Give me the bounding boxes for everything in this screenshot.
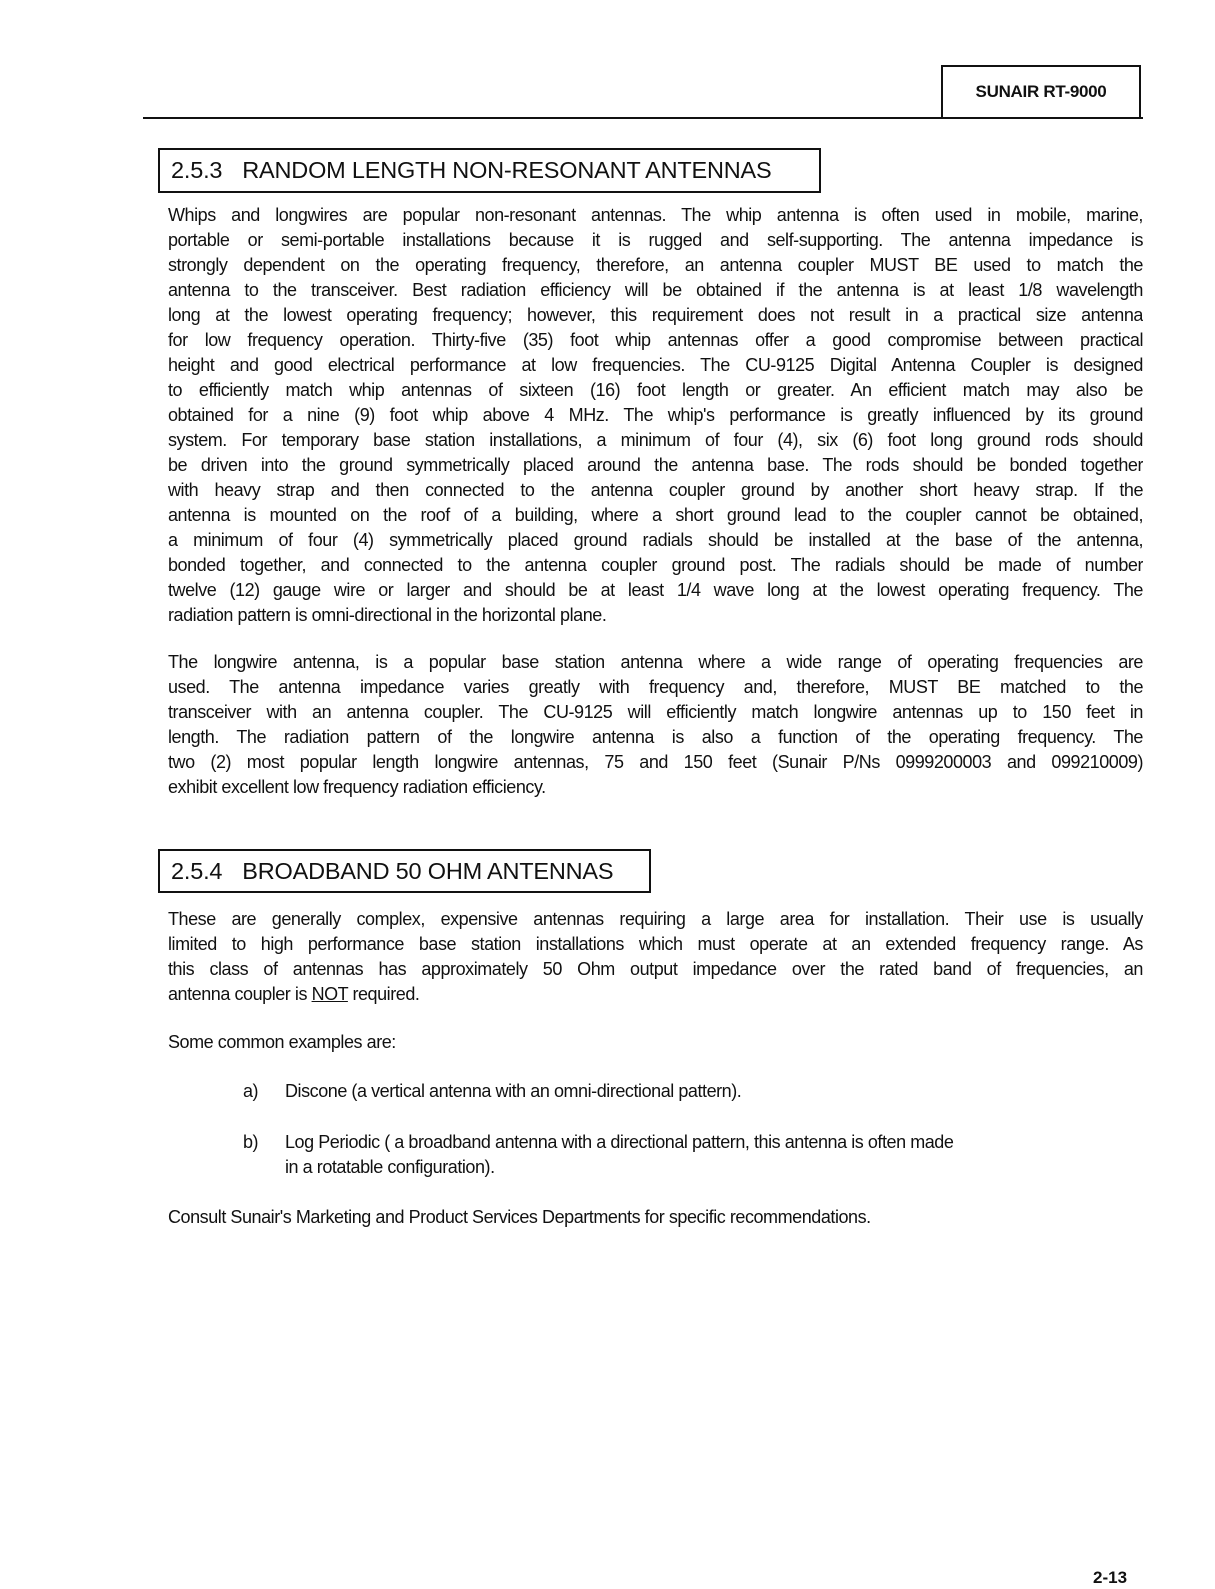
text-line: this class of antennas has approximately 50 Ohm output impedance over the rated band of frequencies, an	[168, 959, 1143, 979]
document-header-label	[941, 65, 1141, 117]
underlined-not: NOT	[311, 984, 348, 1004]
text-line: long at the lowest operating frequency; however, this requirement does not result in a practical size antenna	[168, 305, 1143, 325]
list-marker-a: a)	[243, 1081, 259, 1101]
text-line: radiation pattern is omni-directional in the horizontal plane.	[168, 605, 607, 625]
text-line: antenna is mounted on the roof of a building, where a short ground lead to the coupler cannot be obtained,	[168, 505, 1143, 525]
section-number: 2.5.4	[171, 857, 223, 884]
text: required.	[347, 984, 420, 1004]
paragraph-whips	[168, 203, 1143, 628]
list-marker-b: b)	[243, 1132, 259, 1152]
text-line: to efficiently match whip antennas of sixteen (16) foot length or greater. An efficient match may also be	[168, 380, 1143, 400]
paragraph-broadband-last-line	[168, 982, 419, 1007]
text-line: transceiver with an antenna coupler. The CU-9125 will efficiently match longwire antennas up to 150 feet in	[168, 702, 1143, 722]
paragraph-broadband	[168, 907, 1143, 982]
text-line: a minimum of four (4) symmetrically placed ground radials should be installed at the base of the antenna,	[168, 530, 1143, 550]
text-line: Whips and longwires are popular non-resonant antennas. The whip antenna is often used in mobile, marine,	[168, 205, 1143, 225]
text-line: two (2) most popular length longwire antennas, 75 and 150 feet (Sunair P/Ns 0999200003 and 099210009)	[168, 752, 1143, 772]
text-line: used. The antenna impedance varies greatly with frequency and, therefore, MUST BE matched to the	[168, 677, 1143, 697]
text-line: exhibit excellent low frequency radiation efficiency.	[168, 777, 546, 797]
text: antenna coupler is	[168, 984, 312, 1004]
section-title: RANDOM LENGTH NON-RESONANT ANTENNAS	[242, 157, 772, 183]
text-line: antenna to the transceiver. Best radiation efficiency will be obtained if the antenna is at least 1/8 wavelength	[168, 280, 1143, 300]
text-line: limited to high performance base station installations which must operate at an extended frequency range. As	[168, 934, 1143, 954]
list-item-log-periodic-cont: in a rotatable configuration).	[285, 1157, 495, 1177]
closing-sentence: Consult Sunair's Marketing and Product Services Departments for specific recommendations.	[168, 1207, 871, 1227]
text-line: for low frequency operation. Thirty-five (35) foot whip antennas offer a good compromise between practical	[168, 330, 1143, 350]
section-heading-2-5-3	[158, 148, 821, 193]
text-line: be driven into the ground symmetrically placed around the antenna base. The rods should be bonded together	[168, 455, 1143, 475]
text-line: length. The radiation pattern of the longwire antenna is also a function of the operating frequency. The	[168, 727, 1143, 747]
text-line: twelve (12) gauge wire or larger and should be at least 1/4 wave long at the lowest operating frequency. The	[168, 580, 1143, 600]
header-text: SUNAIR RT-9000	[975, 82, 1107, 101]
text-line: portable or semi-portable installations because it is rugged and self-supporting. The antenna impedance is	[168, 230, 1143, 250]
text-line: bonded together, and connected to the antenna coupler ground post. The radials should be made of number	[168, 555, 1143, 575]
text-line: height and good electrical performance at low frequencies. The CU-9125 Digital Antenna Coupler is designed	[168, 355, 1143, 375]
list-item-discone: Discone (a vertical antenna with an omni-directional pattern).	[285, 1081, 742, 1101]
text-line: system. For temporary base station installations, a minimum of four (4), six (6) foot long ground rods should	[168, 430, 1143, 450]
header-rule	[143, 117, 1143, 119]
text-line: The longwire antenna, is a popular base station antenna where a wide range of operating frequencies are	[168, 652, 1143, 672]
text-line: with heavy strap and then connected to the antenna coupler ground by another short heavy strap. If the	[168, 480, 1143, 500]
list-item-log-periodic: Log Periodic ( a broadband antenna with a directional pattern, this antenna is often made	[285, 1132, 954, 1152]
text-line: strongly dependent on the operating frequency, therefore, an antenna coupler MUST BE used to match the	[168, 255, 1143, 275]
paragraph-longwire	[168, 650, 1143, 800]
section-title: BROADBAND 50 OHM ANTENNAS	[242, 857, 614, 884]
text-line: obtained for a nine (9) foot whip above 4 MHz. The whip's performance is greatly influenced by its ground	[168, 405, 1143, 425]
section-number: 2.5.3	[171, 157, 223, 183]
examples-intro: Some common examples are:	[168, 1032, 396, 1052]
page-number: 2-13	[1093, 1568, 1128, 1587]
text-line: These are generally complex, expensive antennas requiring a large area for installation. Their use is usually	[168, 909, 1143, 929]
section-heading-2-5-4	[158, 849, 651, 893]
